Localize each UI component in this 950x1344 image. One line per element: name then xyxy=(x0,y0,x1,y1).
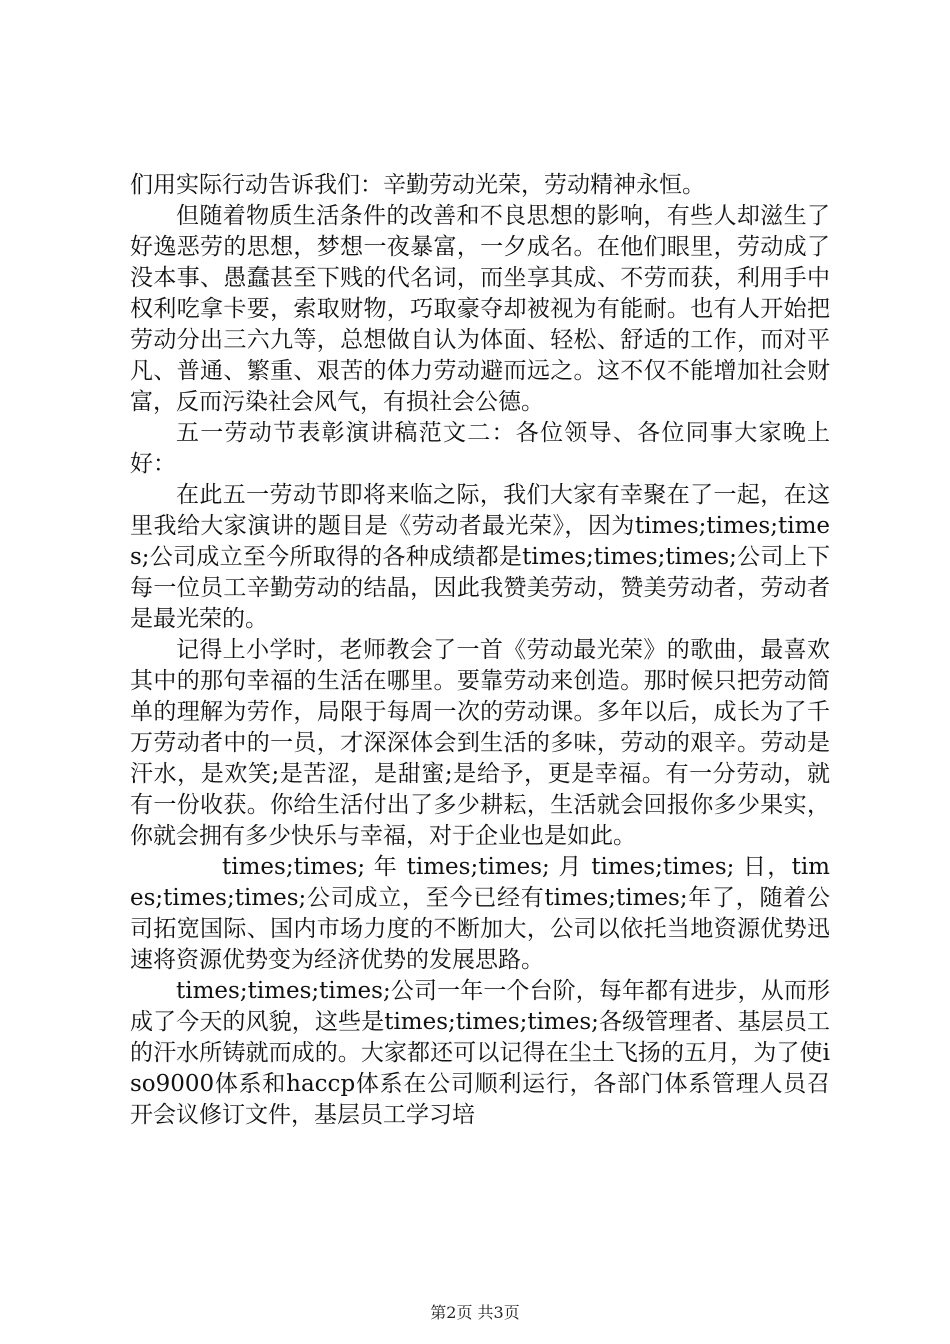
paragraph-company-progress: times;times;times;公司一年一个台阶，每年都有进步，从而形成了今天的风貌，这些是times;times;times;各级管理者、基层员工的汗水所铸就而成的。大家都还可以记得在尘土飞扬的五月，为了使iso9000体系和haccp体系在公司顺利运行，各部门体系管理人员召开会议修订文件，基层员工学习培 xyxy=(130,978,830,1128)
document-body xyxy=(130,170,830,1131)
paragraph-childhood-memory: 记得上小学时，老师教会了一首《劳动最光荣》的歌曲，最喜欢其中的那句幸福的生活在哪里。要靠劳动来创造。那时候只把劳动简单的理解为劳作，局限于每周一次的劳动课。多年以后，成长为了千万劳动者中的一员，才深深体会到生活的多味，劳动的艰辛。劳动是汗水，是欢笑;是苦涩，是甜蜜;是给予，更是幸福。有一分劳动，就有一份收获。你给生活付出了多少耕耘，生活就会回报你多少果实，你就会拥有多少快乐与幸福，对于企业也是如此。 xyxy=(130,637,830,849)
paragraph-continuation: 们用实际行动告诉我们：辛勤劳动光荣，劳动精神永恒。 xyxy=(130,172,705,198)
paragraph-company-founding: times;times; 年 times;times; 月 times;times; 日，times;times;times;公司成立，至今已经有times;times;年了，随着公司拓宽国际、国内市场力度的不断加大，公司以依托当地资源优势迅速将资源优势变为经济优势的发展思路。 xyxy=(130,854,830,973)
paragraph-labor-attitudes: 但随着物质生活条件的改善和不良思想的影响，有些人却滋生了好逸恶劳的思想，梦想一夜暴富，一夕成名。在他们眼里，劳动成了没本事、愚蠢甚至下贱的代名词，而坐享其成、不劳而获，利用手中权利吃拿卡要，索取财物，巧取豪夺却被视为有能耐。也有人开始把劳动分出三六九等，总想做自认为体面、轻松、舒适的工作，而对平凡、普通、繁重、艰苦的体力劳动避而远之。这不仅不能增加社会财富，反而污染社会风气，有损社会公德。 xyxy=(130,203,830,415)
page-number-footer: 第2页 共3页 xyxy=(430,1303,520,1322)
paragraph-speech-opening: 在此五一劳动节即将来临之际，我们大家有幸聚在了一起，在这里我给大家演讲的题目是《劳动者最光荣》，因为times;times;times;公司成立至今所取得的各种成绩都是times;times;times;公司上下每一位员工辛勤劳动的结晶，因此我赞美劳动，赞美劳动者，劳动者是最光荣的。 xyxy=(130,482,830,632)
paragraph-speech-title: 五一劳动节表彰演讲稿范文二：各位领导、各位同事大家晚上好： xyxy=(130,420,830,477)
